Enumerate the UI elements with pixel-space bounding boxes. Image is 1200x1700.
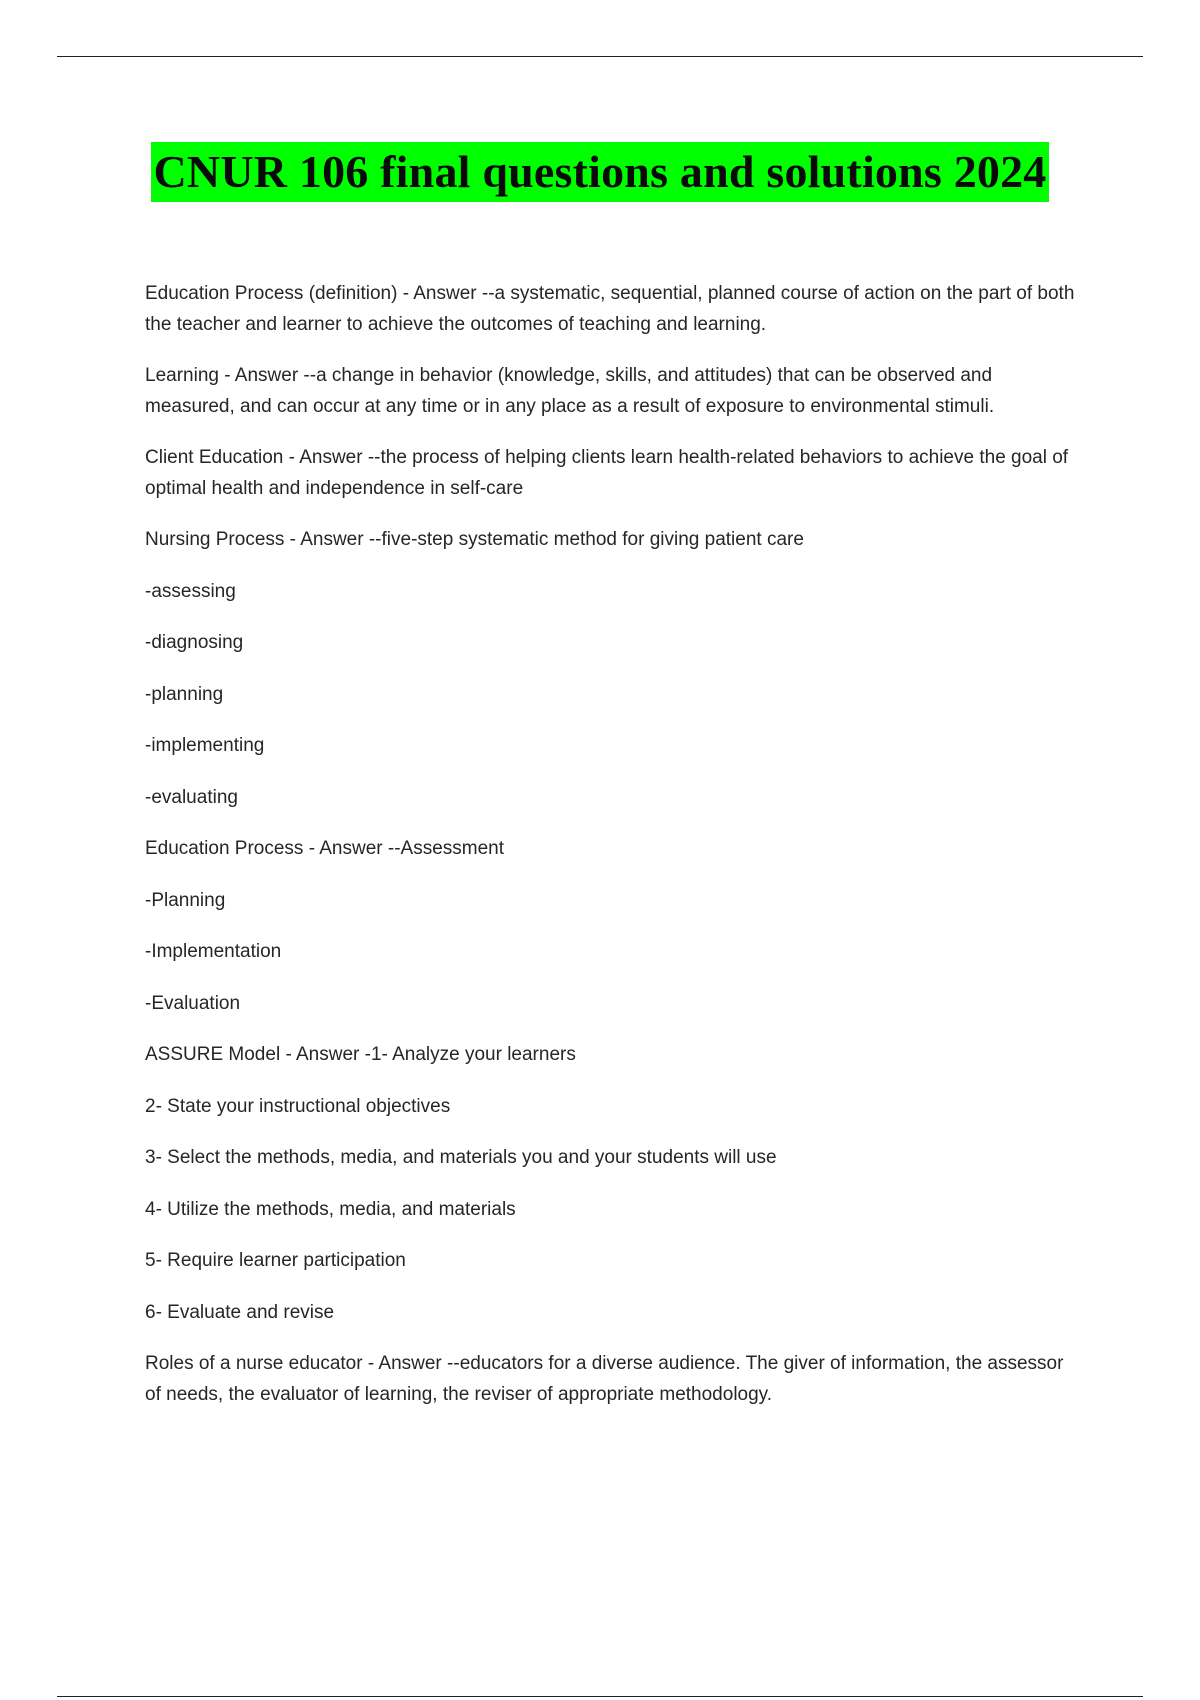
list-item: -Evaluation bbox=[145, 992, 241, 1014]
bottom-rule bbox=[57, 1696, 1143, 1697]
paragraph-assure-model: ASSURE Model - Answer -1- Analyze your learners bbox=[145, 1044, 576, 1065]
list-item: -Planning bbox=[145, 889, 226, 911]
list-item: 4- Utilize the methods, media, and materials bbox=[145, 1198, 516, 1220]
list-item: -diagnosing bbox=[145, 632, 244, 653]
list-item: 2- State your instructional objectives bbox=[145, 1095, 451, 1117]
top-rule bbox=[57, 56, 1143, 57]
list-item: 5- Require learner participation bbox=[145, 1250, 406, 1271]
list-item: -assessing bbox=[145, 580, 236, 602]
title-block bbox=[0, 142, 1200, 202]
list-item: -evaluating bbox=[145, 786, 238, 808]
list-item: -planning bbox=[145, 683, 224, 705]
paragraph-education-process-definition: Education Process (definition) - Answer --a systematic, sequential, planned course of action on the part of both the teacher and learner to achieve the outcomes of teaching and learning. bbox=[145, 283, 1075, 335]
list-item: 6- Evaluate and revise bbox=[145, 1301, 335, 1323]
paragraph-education-process: Education Process - Answer --Assessment bbox=[145, 838, 505, 859]
paragraph-roles-nurse-educator: Roles of a nurse educator - Answer --educators for a diverse audience. The giver of information, the assessor of needs, the evaluator of learning, the reviser of appropriate methodology. bbox=[145, 1353, 1064, 1405]
document-body bbox=[145, 279, 1080, 1431]
paragraph-client-education: Client Education - Answer --the process of helping clients learn health-related behaviors to achieve the goal of optimal health and independence in self-care bbox=[145, 447, 1069, 499]
list-item: 3- Select the methods, media, and materials you and your students will use bbox=[145, 1147, 777, 1168]
document-title: CNUR 106 final questions and solutions 2024 bbox=[151, 142, 1048, 202]
paragraph-learning: Learning - Answer --a change in behavior (knowledge, skills, and attitudes) that can be observed and measured, and can occur at any time or in any place as a result of exposure to environmental stimuli. bbox=[145, 365, 995, 417]
paragraph-nursing-process: Nursing Process - Answer --five-step systematic method for giving patient care bbox=[145, 529, 804, 550]
list-item: -implementing bbox=[145, 735, 265, 756]
list-item: -Implementation bbox=[145, 941, 282, 962]
